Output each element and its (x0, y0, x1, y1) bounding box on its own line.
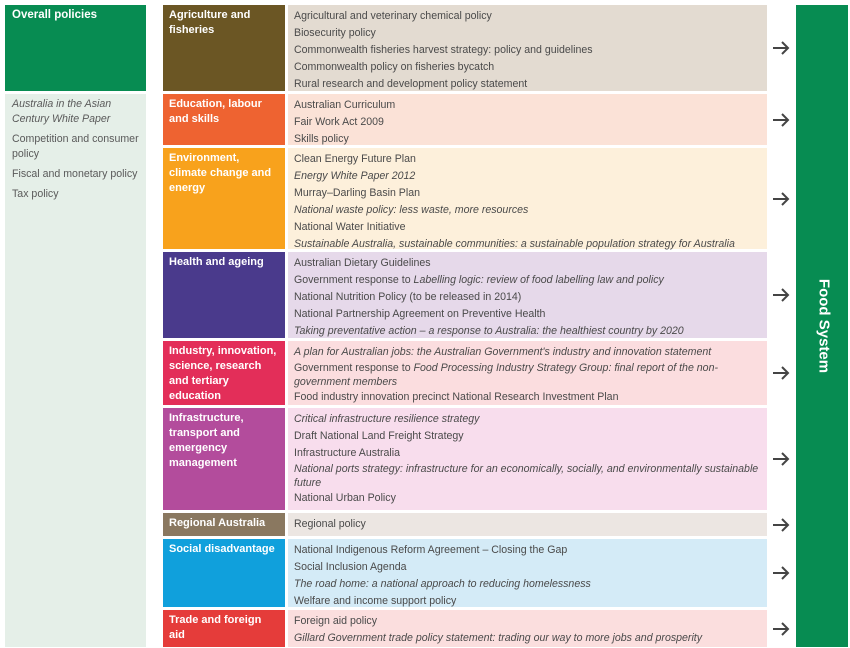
category-policy-list (288, 539, 767, 607)
policy-item: Food industry innovation precinct National Research Investment Plan (294, 391, 619, 403)
arrow-right-icon (771, 363, 791, 383)
policy-item: Fair Work Act 2009 (294, 116, 384, 128)
category-policy-list (288, 341, 767, 405)
category-label: Regional Australia (163, 513, 285, 536)
policy-item: Biosecurity policy (294, 27, 376, 39)
policy-item: National ports strategy: infrastructure for an economically, socially, and environmentally sustainable future (294, 463, 759, 489)
policy-item: Infrastructure Australia (294, 447, 400, 459)
policy-item: The road home: a national approach to reducing homelessness (294, 578, 591, 590)
policy-item: National Partnership Agreement on Preventive Health (294, 308, 546, 320)
policy-item: Foreign aid policy (294, 615, 378, 627)
policy-item: Government response to Labelling logic: review of food labelling law and policy (294, 274, 664, 286)
arrow-right-icon (771, 563, 791, 583)
policy-item: Rural research and development policy statement (294, 78, 528, 90)
arrow-right-icon (771, 515, 791, 535)
policy-item: Murray–Darling Basin Plan (294, 187, 421, 199)
policy-item: Australian Dietary Guidelines (294, 257, 431, 269)
policy-item: Commonwealth policy on fisheries bycatch (294, 61, 495, 73)
policy-item: Welfare and income support policy (294, 595, 457, 607)
policy-item: National Urban Policy (294, 492, 396, 504)
category-policy-list (288, 5, 767, 91)
policy-item: Gillard Government trade policy statement: trading our way to more jobs and prosperity (294, 632, 703, 644)
overall-policies-list (5, 94, 146, 647)
policy-item: National Nutrition Policy (to be released in 2014) (294, 291, 522, 303)
category-policy-list (288, 408, 767, 510)
arrow-right-icon (771, 285, 791, 305)
overall-policy-item: Competition and consumer policy (12, 133, 139, 160)
policy-item: Agricultural and veterinary chemical policy (294, 10, 492, 22)
arrow-right-icon (771, 38, 791, 58)
arrow-right-icon (771, 110, 791, 130)
overall-policy-item: Fiscal and monetary policy (12, 168, 138, 180)
overall-policy-item: Tax policy (12, 188, 59, 200)
arrow-right-icon (771, 449, 791, 469)
category-label: Industry, innovation, science, research and tertiary education (163, 341, 285, 405)
category-label: Education, labour and skills (163, 94, 285, 145)
policy-item: Energy White Paper 2012 (294, 170, 416, 182)
policy-item: A plan for Australian jobs: the Australian Government's industry and innovation statement (294, 346, 712, 358)
category-policy-list (288, 610, 767, 647)
policy-item: Sustainable Australia, sustainable communities: a sustainable population strategy for Australia (294, 238, 735, 250)
category-policy-list (288, 148, 767, 249)
arrow-right-icon (771, 619, 791, 639)
category-label: Agriculture and fisheries (163, 5, 285, 91)
policy-item: Commonwealth fisheries harvest strategy: policy and guidelines (294, 44, 593, 56)
policy-item: Clean Energy Future Plan (294, 153, 416, 165)
policy-item: Australian Curriculum (294, 99, 396, 111)
category-policy-list (288, 94, 767, 145)
policy-item: Social Inclusion Agenda (294, 561, 407, 573)
category-label: Health and ageing (163, 252, 285, 338)
overall-policy-item: Australia in the Asian Century White Paper (12, 98, 112, 125)
policy-item: Skills policy (294, 133, 349, 145)
category-label: Trade and foreign aid (163, 610, 285, 647)
policy-item: Regional policy (294, 518, 366, 530)
category-label: Infrastructure, transport and emergency management (163, 408, 285, 510)
overall-policies-heading: Overall policies (5, 5, 146, 91)
policy-item: Government response to Food Processing Industry Strategy Group: final report of the non-government members (294, 362, 718, 388)
policy-item: Taking preventative action – a response to Australia: the healthiest country by 2020 (294, 325, 684, 337)
policy-item: National waste policy: less waste, more resources (294, 204, 529, 216)
category-policy-list (288, 252, 767, 338)
arrow-right-icon (771, 189, 791, 209)
category-label: Social disadvantage (163, 539, 285, 607)
policy-item: Critical infrastructure resilience strategy (294, 413, 480, 425)
policy-item: Draft National Land Freight Strategy (294, 430, 464, 442)
policy-item: National Indigenous Reform Agreement – Closing the Gap (294, 544, 568, 556)
policy-item: National Water Initiative (294, 221, 406, 233)
category-policy-list (288, 513, 767, 536)
category-label: Environment, climate change and energy (163, 148, 285, 249)
food-system-label: Food System (815, 278, 833, 374)
